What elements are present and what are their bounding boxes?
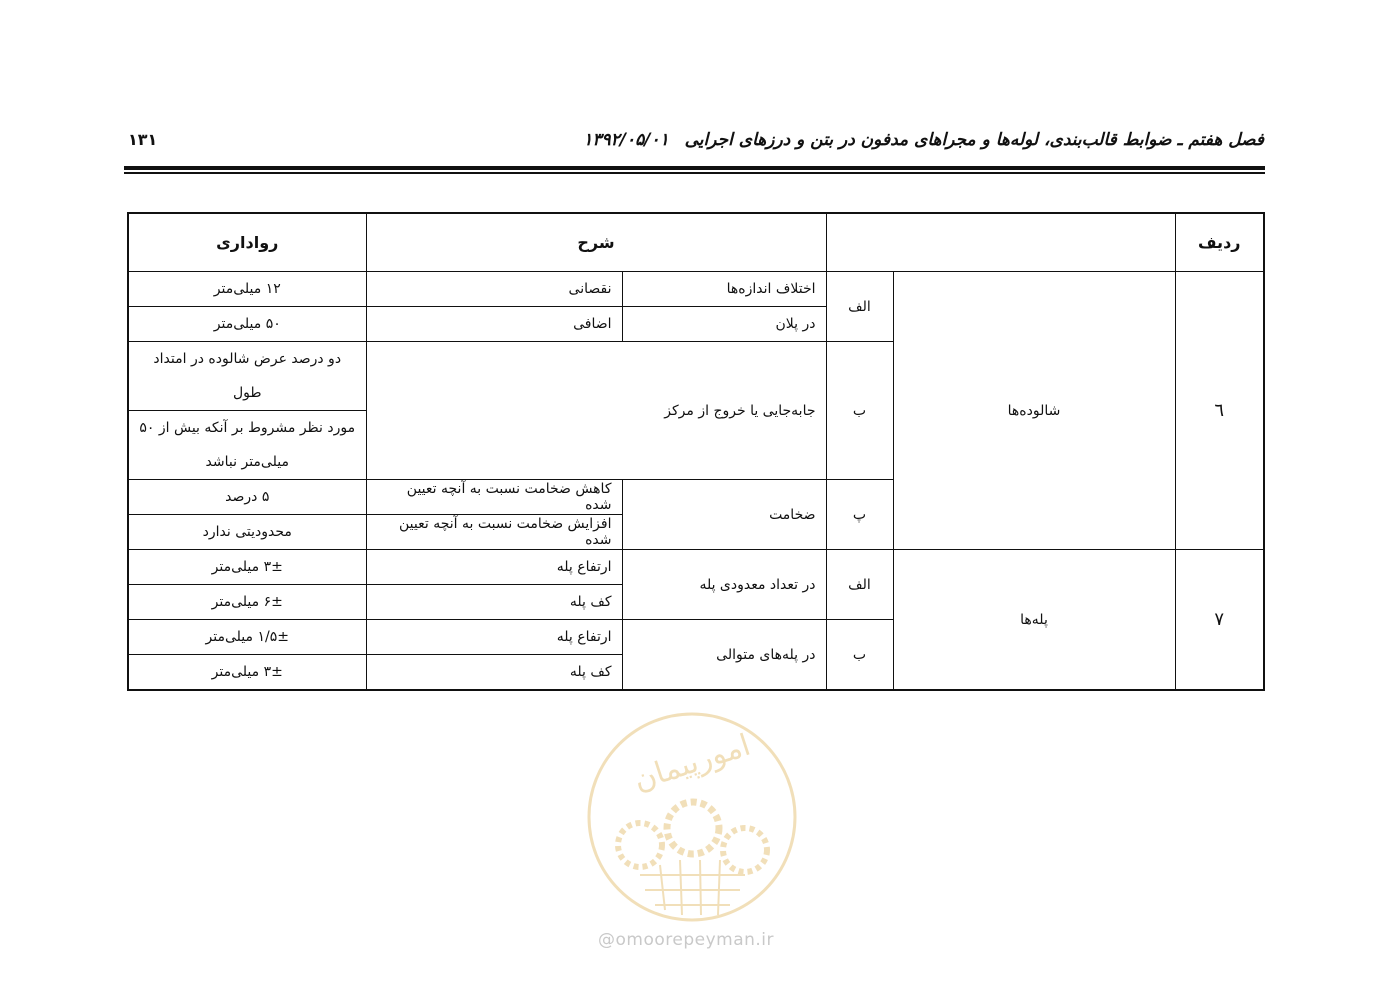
- row-subdesc: کاهش ضخامت نسبت به آنچه تعیین شده: [366, 480, 622, 515]
- header-date: ۱۳۹۲/۰۵/۰۱: [583, 130, 669, 150]
- row-subdesc: کف پله: [366, 585, 622, 620]
- header-item: [826, 213, 1175, 272]
- row-item: شالوده‌ها: [893, 272, 1175, 550]
- row-subdesc: نقصانی: [366, 272, 622, 307]
- row-desc: در تعداد معدودی پله: [622, 550, 826, 620]
- row-subdesc: ارتفاع پله: [366, 550, 622, 585]
- row-tolerance-line: میلی‌متر نباشد: [128, 445, 366, 480]
- chapter-title: فصل هفتم ـ ضوابط قالب‌بندی، لوله‌ها و مجراهای مدفون در بتن و درزهای اجرایی: [684, 130, 1264, 150]
- row-number: ٦: [1175, 272, 1264, 550]
- table-row: [128, 550, 1264, 585]
- header-row-number: ردیف: [1175, 213, 1264, 272]
- row-subdesc: افزایش ضخامت نسبت به آنچه تعیین شده: [366, 515, 622, 550]
- watermark-url: @omoorepeyman.ir: [598, 930, 775, 950]
- header-tolerance: رواداری: [128, 213, 366, 272]
- row-letter: ب: [826, 620, 893, 691]
- row-tolerance-line: مورد نظر مشروط بر آنکه بیش از ۵۰: [128, 411, 366, 446]
- row-item: پله‌ها: [893, 550, 1175, 691]
- row-subdesc: کف پله: [366, 655, 622, 691]
- row-letter: الف: [826, 550, 893, 620]
- row-desc: ضخامت: [622, 480, 826, 550]
- tolerance-table: [127, 212, 1265, 691]
- row-letter: پ: [826, 480, 893, 550]
- row-tolerance: ۱۲ میلی‌متر: [128, 272, 366, 307]
- row-desc: اختلاف اندازه‌ها: [622, 272, 826, 307]
- row-tolerance: ۶± میلی‌متر: [128, 585, 366, 620]
- row-letter: ب: [826, 342, 893, 480]
- header-description: شرح: [366, 213, 826, 272]
- table-header-row: [128, 213, 1264, 272]
- row-subdesc: ارتفاع پله: [366, 620, 622, 655]
- row-tolerance: ۳± میلی‌متر: [128, 550, 366, 585]
- row-tolerance: ۵ درصد: [128, 480, 366, 515]
- row-tolerance: ۱/۵± میلی‌متر: [128, 620, 366, 655]
- row-desc: در پله‌های متوالی: [622, 620, 826, 691]
- header-rule-thin: [124, 172, 1265, 174]
- row-tolerance: محدودیتی ندارد: [128, 515, 366, 550]
- watermark-logo: [585, 710, 800, 925]
- row-letter: الف: [826, 272, 893, 342]
- page-header-title: [364, 130, 1264, 150]
- row-subdesc: اضافی: [366, 307, 622, 342]
- row-tolerance: ۳± میلی‌متر: [128, 655, 366, 691]
- row-desc: جابه‌جایی یا خروج از مرکز: [366, 342, 826, 480]
- watermark-logo-text: امورپیمان: [629, 727, 755, 799]
- page-number: ۱۳۱: [128, 130, 158, 149]
- row-desc: در پلان: [622, 307, 826, 342]
- row-tolerance: ۵۰ میلی‌متر: [128, 307, 366, 342]
- header-rule-thick: [124, 166, 1265, 170]
- row-number: ۷: [1175, 550, 1264, 691]
- row-tolerance-line: دو درصد عرض شالوده در امتداد طول: [128, 342, 366, 411]
- table-row: [128, 272, 1264, 307]
